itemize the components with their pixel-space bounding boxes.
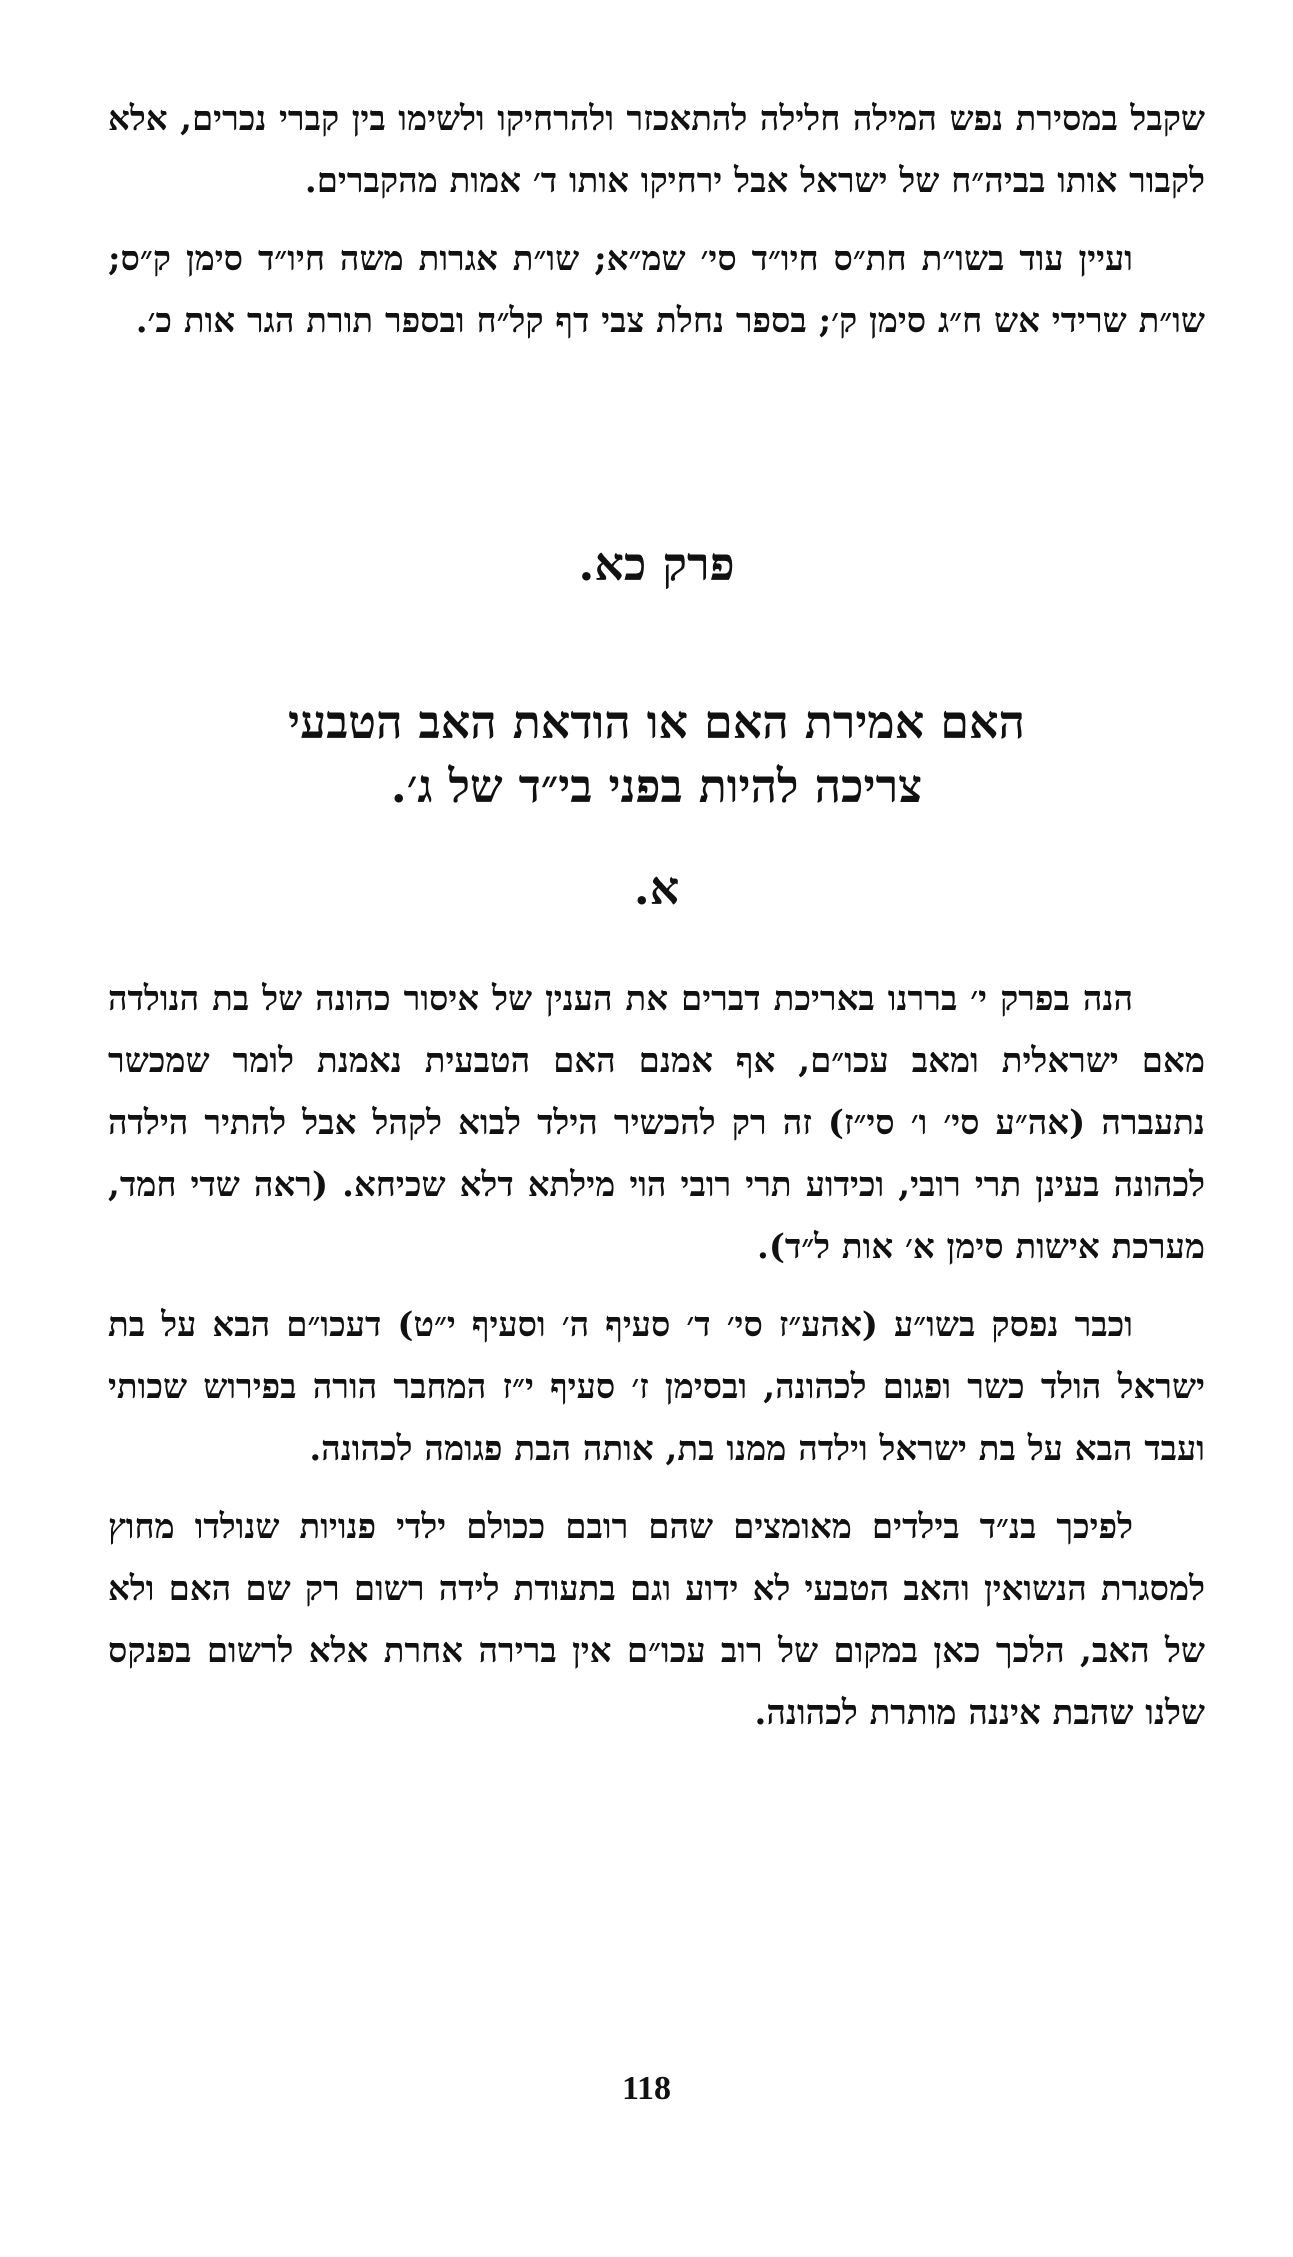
chapter-heading: פרק כא. <box>578 537 735 591</box>
page-number: 118 <box>621 2070 672 2107</box>
section-title-line2: צריכה להיות בפני בי״ד של ג׳. <box>390 759 923 813</box>
section-title-line1: האם אמירת האם או הודאת האב הטבעי <box>288 695 1025 749</box>
section-letter: א. <box>633 861 680 915</box>
paragraph-body-2: וכבר נפסק בשו״ע (אהע״ז סי׳ ד׳ סעיף ה׳ וסעיף י״ט) דעכו״ם הבא על בת ישראל הולד כשר ופגום לכהונה, ובסימן ז׳ סעיף י״ז המחבר הורה בפירוש שכותי ועבד הבא על בת ישראל וילדה ממנו בת, אותה הבת פגומה לכהונה. <box>108 1305 1205 1469</box>
document-page <box>108 88 1205 2188</box>
paragraph-body-1: הנה בפרק י׳ בררנו באריכת דברים את הענין של איסור כהונה של בת הנולדה מאם ישראלית ומאב עכו״ם, אף אמנם האם הטבעית נאמנת לומר שמכשר נתעברה (אה״ע סי׳ ו׳ סי״ז) זה רק להכשיר הילד לבוא לקהל אבל להתיר הילדה לכהונה בעינן תרי רובי, וכידוע תרי רובי הוי מילתא דלא שכיחא. (ראה שדי חמד, מערכת אישות סימן א׳ אות ל״ד). <box>108 979 1205 1267</box>
paragraph-references: ועיין עוד בשו״ת חת״ס חיו״ד סי׳ שמ״א; שו״ת אגרות משה חיו״ד סימן ק״ס; שו״ת שרידי אש ח״ג סימן ק׳; בספר נחלת צבי דף קל״ח ובספר תורת הגר אות כ׳. <box>108 239 1205 341</box>
paragraph-body-3: לפיכך בנ״ד בילדים מאומצים שהם רובם ככולם ילדי פנויות שנולדו מחוץ למסגרת הנשואין והאב הטבעי לא ידוע וגם בתעודת לידה רשום רק שם האם ולא של האב, הלכך כאן במקום של רוב עכו״ם אין ברירה אחרת אלא לרשום בפנקס שלנו שהבת איננה מותרת לכהונה. <box>108 1507 1205 1733</box>
paragraph-burial-continuation: שקבל במסירת נפש המילה חלילה להתאכזר ולהרחיקו ולשימו בין קברי נכרים, אלא לקבור אותו בביה״ח של ישראל אבל ירחיקו אותו ד׳ אמות מהקברים. <box>108 99 1205 201</box>
